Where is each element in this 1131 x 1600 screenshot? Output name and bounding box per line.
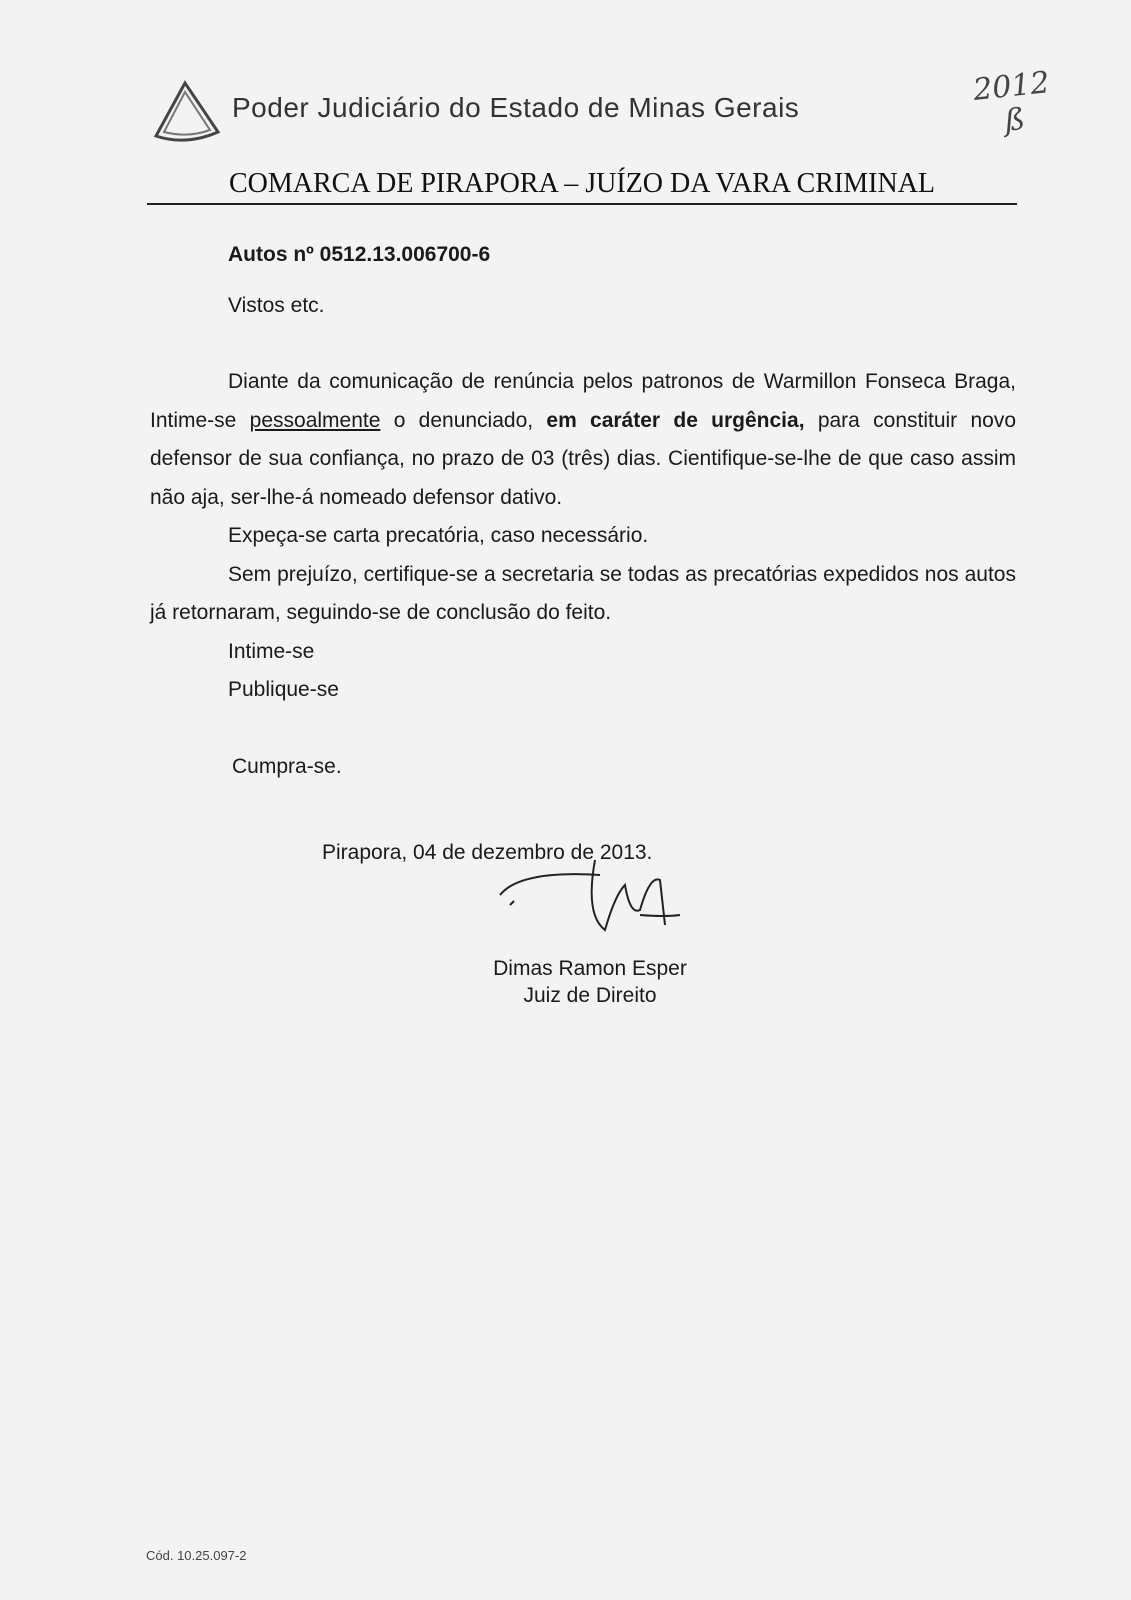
handwritten-page-text: 2012 [971, 65, 1052, 108]
place-date: Pirapora, 04 de dezembro de 2013. [322, 841, 653, 864]
judiciary-logo-icon [152, 80, 222, 142]
organization-name: Poder Judiciário do Estado de Minas Gerais [232, 92, 800, 123]
case-number: Autos nº 0512.13.006700-6 [228, 243, 491, 266]
opening: Vistos etc. [228, 293, 325, 317]
signer-name: Dimas Ramon Esper [493, 957, 687, 980]
court-title: COMARCA DE PIRAPORA – JUÍZO DA VARA CRIMINAL [228, 168, 936, 199]
paragraph-2: Expeça-se carta precatória, caso necessário. [228, 524, 649, 547]
handwritten-page-number [972, 66, 1055, 142]
publique-line: Publique-se [228, 678, 339, 701]
signer-title: Juiz de Direito [523, 984, 657, 1007]
p1-text-b: o denunciado, [380, 408, 547, 432]
signature-icon [490, 855, 690, 945]
intime-line: Intime-se [228, 639, 315, 663]
header-divider [147, 203, 1017, 205]
paragraph-1 [150, 363, 1016, 517]
p1-underlined: pessoalmente [249, 408, 381, 432]
p1-text-a: Diante da comunicação de renúncia pelos patronos de Warmillon Fonseca Braga, Intime-se [150, 370, 1016, 432]
p1-text-c: para constituir novo defensor de sua confiança, no prazo de 03 (três) dias. Cientifique-se-lhe de que caso assim não aja, ser-lhe-á nomeado defensor dativo. [150, 408, 1016, 509]
p1-bold: em caráter de urgência, [546, 408, 805, 432]
document-body [150, 236, 1016, 786]
handwritten-initial: ß [1003, 101, 1027, 139]
cumpra-line: Cumpra-se. [232, 754, 342, 778]
paragraph-3: Sem prejuízo, certifique-se a secretaria se todas as precatórias expedidos nos autos já retornaram, seguindo-se de conclusão do feito. [150, 562, 1016, 624]
signer-block [400, 955, 780, 1009]
form-code: Cód. 10.25.097-2 [146, 1548, 247, 1563]
